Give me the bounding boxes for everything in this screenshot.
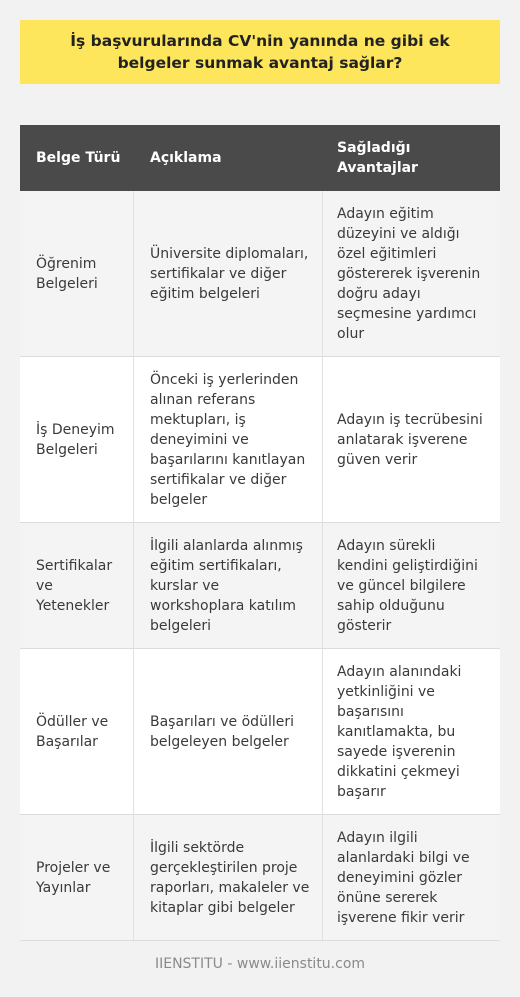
footer-credit: IIENSTITU - www.iienstitu.com xyxy=(154,956,366,972)
cell-description: Üniversite diplomaları, sertifikalar ve diğer eğitim belgeleri xyxy=(133,191,323,356)
table-row xyxy=(20,523,500,649)
title-banner xyxy=(20,20,500,84)
cell-type: İş Deneyim Belgeleri xyxy=(36,421,115,458)
cell-type: Öğrenim Belgeleri xyxy=(36,255,98,292)
page-title: İş başvurularında CV'nin yanında ne gibi ek belgeler sunmak avantaj sağlar? xyxy=(70,32,450,72)
documents-table xyxy=(20,125,500,941)
table-row xyxy=(20,191,500,357)
cell-description: Önceki iş yerlerinden alınan referans mektupları, iş deneyimini ve başarılarını kanıtlayan sertifikalar ve diğer belgeler xyxy=(133,357,323,522)
cell-advantages: Adayın iş tecrübesini anlatarak işverene güven verir xyxy=(337,411,483,468)
cell-description: İlgili alanlarda alınmış eğitim sertifikaları, kurslar ve workshoplara katılım belgeleri xyxy=(133,523,323,648)
cell-type: Ödüller ve Başarılar xyxy=(36,713,109,750)
cell-description: Başarıları ve ödülleri belgeleyen belgeler xyxy=(133,649,323,814)
cell-description: İlgili sektörde gerçekleştirilen proje raporları, makaleler ve kitaplar gibi belgeler xyxy=(133,815,323,940)
table-row xyxy=(20,815,500,941)
table-row xyxy=(20,357,500,523)
header-cell-description: Açıklama xyxy=(133,125,323,191)
cell-advantages: Adayın alanındaki yetkinliğini ve başarısını kanıtlamakta, bu sayede işverenin dikkatini çekmeyi başarır xyxy=(337,663,462,800)
table-row xyxy=(20,649,500,815)
table-header-row xyxy=(20,125,500,191)
cell-advantages: Adayın ilgili alanlardaki bilgi ve deneyimini gözler önüne sererek işverene fikir verir xyxy=(337,829,470,926)
cell-advantages: Adayın eğitim düzeyini ve aldığı özel eğitimleri göstererek işverenin doğru adayı seçmesine yardımcı olur xyxy=(337,205,481,342)
cell-type: Projeler ve Yayınlar xyxy=(36,859,111,896)
header-cell-type: Belge Türü xyxy=(36,150,121,166)
cell-advantages: Adayın sürekli kendini geliştirdiğini ve güncel bilgilere sahip olduğunu gösterir xyxy=(337,537,478,634)
header-cell-advantages: Sağladığı Avantajlar xyxy=(337,140,418,176)
cell-type: Sertifikalar ve Yetenekler xyxy=(36,557,113,614)
